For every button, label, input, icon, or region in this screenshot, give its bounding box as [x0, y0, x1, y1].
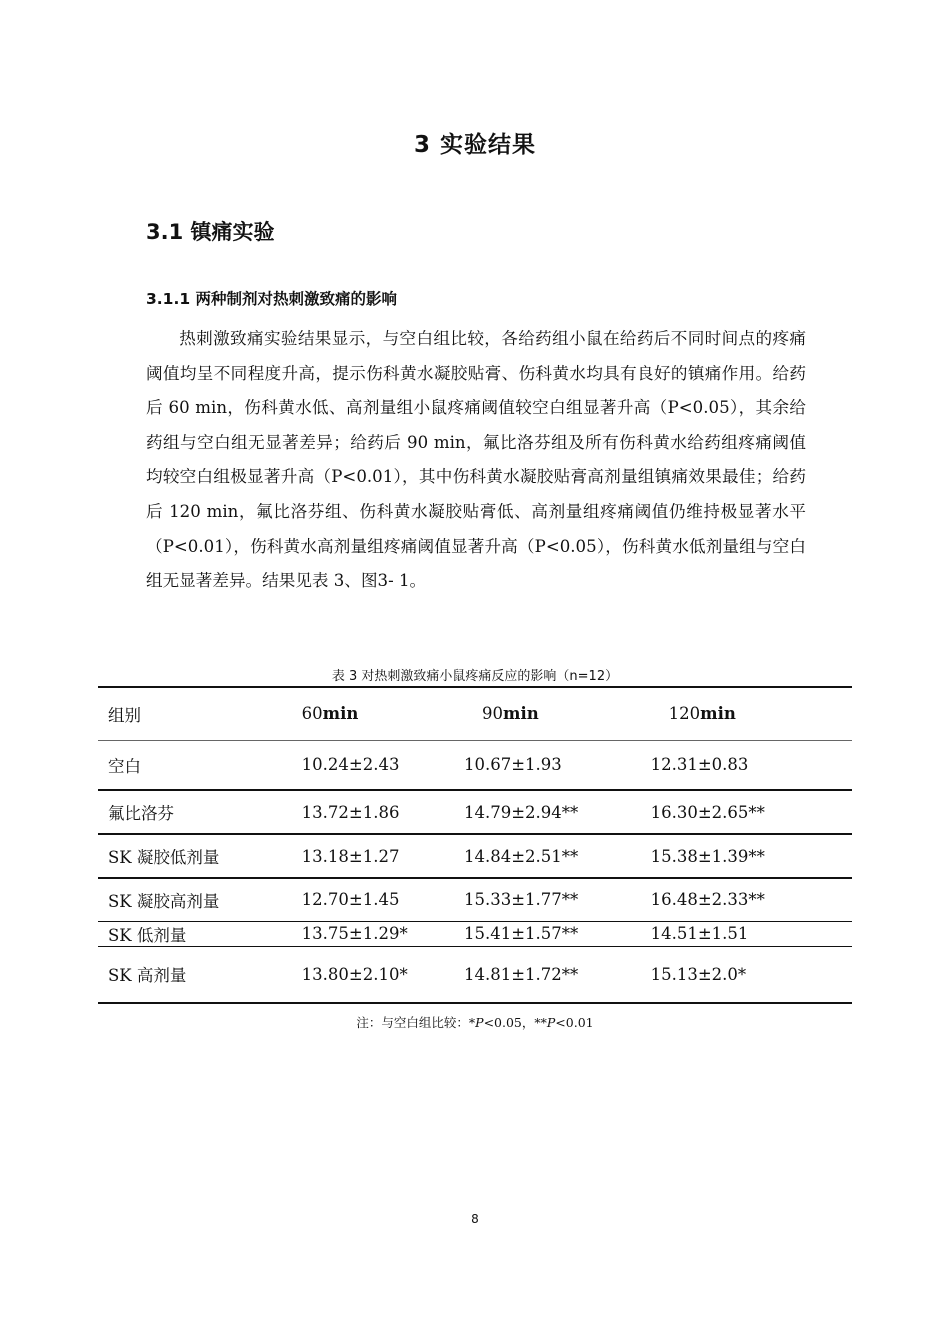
- table-header-row: [98, 687, 852, 740]
- cell-90min: 14.79±2.94**: [463, 802, 579, 822]
- cell-90min: 15.41±1.57**: [463, 924, 579, 943]
- table-row: [98, 946, 852, 1003]
- table-row: [98, 790, 852, 834]
- cell-90min: 10.67±1.93: [463, 755, 562, 775]
- section-title: 3.1 镇痛实验: [146, 220, 275, 244]
- header-60min: [282, 687, 454, 740]
- cell-group: SK 凝胶高剂量: [108, 891, 220, 911]
- header-120min: [641, 687, 852, 740]
- footnote-p-symbol: P: [475, 1015, 484, 1030]
- cell-120min: 16.30±2.65**: [650, 802, 765, 822]
- cell-120min: 16.48±2.33**: [650, 890, 765, 910]
- table-row: [98, 740, 852, 790]
- results-table: [98, 686, 852, 1004]
- cell-90min: 14.84±2.51**: [463, 846, 579, 866]
- body-paragraph: 热刺激致痛实验结果显示，与空白组比较，各给药组小鼠在给药后不同时间点的疼痛阈值均呈不同程度升高，提示伤科黄水凝胶贴膏、伤科黄水均具有良好的镇痛作用。给药后 60 min，伤科黄水低、高剂量组小鼠疼痛阈值较空白组显著升高（P<0.05），其余给药组与空白组无显著差异；给药后 90 min，氟比洛芬组及所有伤科黄水给药组疼痛阈值均较空白组极显著升高（P<0.01），其中伤科黄水凝胶贴膏高剂量组镇痛效果最佳；给药后 120 min，氟比洛芬组、伤科黄水凝胶贴膏低、高剂量组疼痛阈值仍维持极显著水平（P<0.01），伤科黄水高剂量组疼痛阈值显著升高（P<0.05），伤科黄水低剂量组与空白组无显著差异。结果见表 3、图3- 1。: [146, 329, 806, 591]
- cell-120min: 15.13±2.0*: [650, 964, 747, 984]
- chapter-title: 3 实验结果: [413, 132, 536, 158]
- header-90-unit: min: [502, 704, 539, 724]
- header-60-unit: min: [322, 704, 359, 724]
- cell-90min: 15.33±1.77**: [463, 890, 579, 910]
- cell-60min: 13.18±1.27: [301, 846, 400, 866]
- cell-60min: 12.70±1.45: [301, 890, 400, 910]
- cell-120min: 12.31±0.83: [650, 755, 749, 775]
- header-60-number: 60: [301, 704, 323, 724]
- header-group: [98, 687, 282, 740]
- cell-120min: 15.38±1.39**: [650, 846, 765, 866]
- cell-group: SK 高剂量: [108, 966, 187, 986]
- header-group-label: 组别: [108, 705, 141, 725]
- table-caption: 表 3 对热刺激致痛小鼠疼痛反应的影响（n=12）: [331, 669, 619, 684]
- header-90-number: 90: [481, 704, 503, 724]
- header-90min: [454, 687, 641, 740]
- subsection-title: 3.1.1 两种制剂对热刺激致痛的影响: [146, 290, 398, 308]
- cell-group: SK 凝胶低剂量: [108, 848, 220, 867]
- cell-60min: 13.80±2.10*: [301, 964, 408, 984]
- table-row: [98, 878, 852, 921]
- footnote-p-symbol: P: [546, 1015, 556, 1030]
- footnote-p2-value: <0.01: [555, 1015, 594, 1030]
- table-row: [98, 921, 852, 946]
- cell-90min: 14.81±1.72**: [463, 964, 579, 984]
- cell-60min: 10.24±2.43: [301, 755, 400, 775]
- header-120-number: 120: [668, 704, 701, 724]
- footnote-p1-value: <0.05，**: [483, 1015, 547, 1030]
- footnote-prefix: 注：与空白组比较：*: [356, 1015, 476, 1030]
- cell-group: SK 低剂量: [108, 925, 187, 945]
- page-number: 8: [471, 1212, 479, 1226]
- cell-120min: 14.51±1.51: [650, 924, 749, 943]
- cell-group: 氟比洛芬: [108, 804, 174, 823]
- table-footnote: [0, 1013, 950, 1031]
- table-row: [98, 834, 852, 878]
- cell-60min: 13.72±1.86: [301, 802, 400, 822]
- cell-group: 空白: [108, 756, 141, 776]
- cell-60min: 13.75±1.29*: [301, 924, 408, 943]
- header-120-unit: min: [700, 704, 736, 724]
